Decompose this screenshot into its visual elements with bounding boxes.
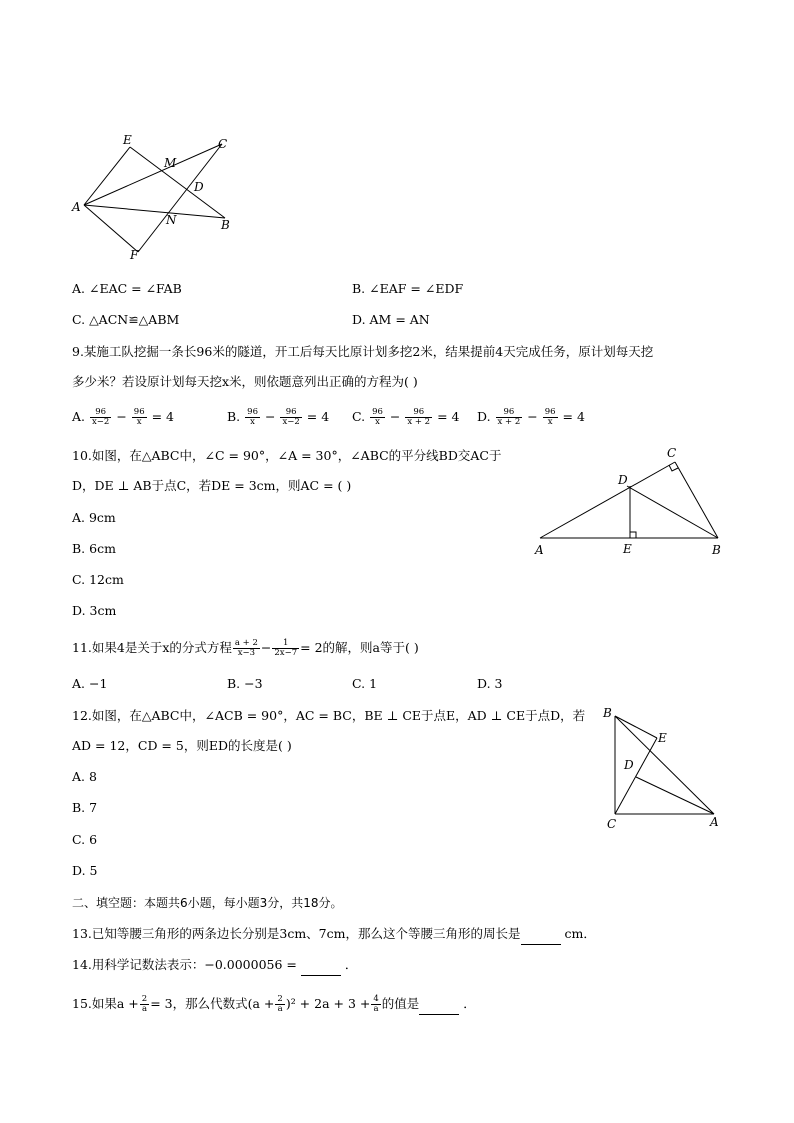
fig10-label-c: C: [667, 446, 677, 460]
q10-option-b: B. 6cm: [72, 541, 116, 556]
q15-answer-blank[interactable]: [419, 994, 459, 1015]
q8-option-b: B. ∠EAF = ∠EDF: [352, 281, 464, 296]
q9-option-b: B. $\frac{96}{x}$ − $\frac{96}{x-2}$ = 4: [227, 407, 330, 427]
q9-option-d: D. $\frac{96}{x + 2}$ − $\frac{96}{x}$ = 4: [477, 407, 585, 427]
fig12-label-d: D: [624, 758, 634, 772]
q9-stem-line1: 9.某施工队挖掘一条长96米的隧道，开工后每天比原计划多挖2米，结果提前4天完成任务，原计划每天挖: [72, 344, 654, 359]
q12-option-d: D. 5: [72, 863, 98, 878]
fig8-label-n: N: [166, 213, 177, 227]
q14-answer-blank[interactable]: [301, 955, 341, 976]
fig8-label-e: E: [123, 133, 132, 147]
q9-option-a: A. $\frac{96}{x-2}$ − $\frac{96}{x}$ = 4: [72, 407, 174, 427]
fig8-label-f: F: [130, 248, 139, 262]
q8-option-a: A. ∠EAC = ∠FAB: [72, 281, 182, 296]
q11-option-d: D. 3: [477, 676, 503, 691]
fig8-label-a: A: [72, 200, 81, 214]
fig8-label-d: D: [194, 180, 204, 194]
fig10-label-a: A: [535, 543, 544, 557]
q12-stem-line1: 12.如图，在△ABC中，∠ACB = 90°，AC = BC，BE ⊥ CE于点E，AD ⊥ CE于点D，若: [72, 708, 586, 723]
fig8-label-b: B: [221, 218, 230, 232]
fig10-label-e: E: [623, 542, 632, 556]
q8-option-c: C. △ACN≌△ABM: [72, 312, 180, 327]
q10-option-c: C. 12cm: [72, 572, 124, 587]
q9-stem-line2: 多少米？若设原计划每天挖x米，则依题意列出正确的方程为( ): [72, 374, 418, 389]
q8-option-d: D. AM = AN: [352, 312, 430, 327]
q12-stem-line2: AD = 12，CD = 5，则ED的长度是( ): [72, 738, 292, 753]
figure-q10: [530, 442, 730, 562]
fig12-label-a: A: [710, 815, 719, 829]
q11-option-c: C. 1: [352, 676, 378, 691]
q11-stem: 11.如果4是关于x的分式方程 $\frac{a + 2}{x-3}$ − $\frac{1}{2x-7}$ = 2的解，则a等于( ): [72, 638, 419, 658]
fig10-label-d: D: [618, 473, 628, 487]
q11-option-a: A. −1: [72, 676, 108, 691]
q9-option-c: C. $\frac{96}{x}$ − $\frac{96}{x + 2}$ = 4: [352, 407, 460, 427]
q12-option-a: A. 8: [72, 769, 97, 784]
q13-stem: 13.已知等腰三角形的两条边长分别是3cm、7cm，那么这个等腰三角形的周长是 cm．: [72, 924, 596, 945]
section-heading-fill-in: 二、填空题：本题共6小题，每小题3分，共18分。: [72, 896, 343, 910]
q11-option-b: B. −3: [227, 676, 263, 691]
q10-stem-line1: 10.如图，在△ABC中，∠C = 90°，∠A = 30°，∠ABC的平分线BD交AC于: [72, 448, 502, 463]
q10-option-a: A. 9cm: [72, 510, 116, 525]
q15-stem: 15.如果a + $\frac{2}{a}$ = 3，那么代数式(a + $\frac{2}{a}$ )² + 2a + 3 + $\frac{4}{a}$ 的值是 ．: [72, 994, 476, 1014]
q13-answer-blank[interactable]: [521, 924, 561, 945]
q14-stem: 14.用科学记数法表示：−0.0000056 = ．: [72, 955, 357, 976]
fig12-label-e: E: [658, 731, 667, 745]
q10-option-d: D. 3cm: [72, 603, 117, 618]
q10-stem-line2: D，DE ⊥ AB于点C，若DE = 3cm，则AC = ( ): [72, 478, 352, 493]
fig12-label-c: C: [607, 817, 617, 831]
fig10-label-b: B: [712, 543, 721, 557]
fig8-label-m: M: [164, 156, 177, 170]
q12-option-b: B. 7: [72, 800, 98, 815]
fig12-label-b: B: [603, 706, 612, 720]
fig8-label-c: C: [218, 137, 228, 151]
figure-q8: [68, 132, 240, 264]
q12-option-c: C. 6: [72, 832, 98, 847]
figure-q12: [598, 702, 728, 832]
